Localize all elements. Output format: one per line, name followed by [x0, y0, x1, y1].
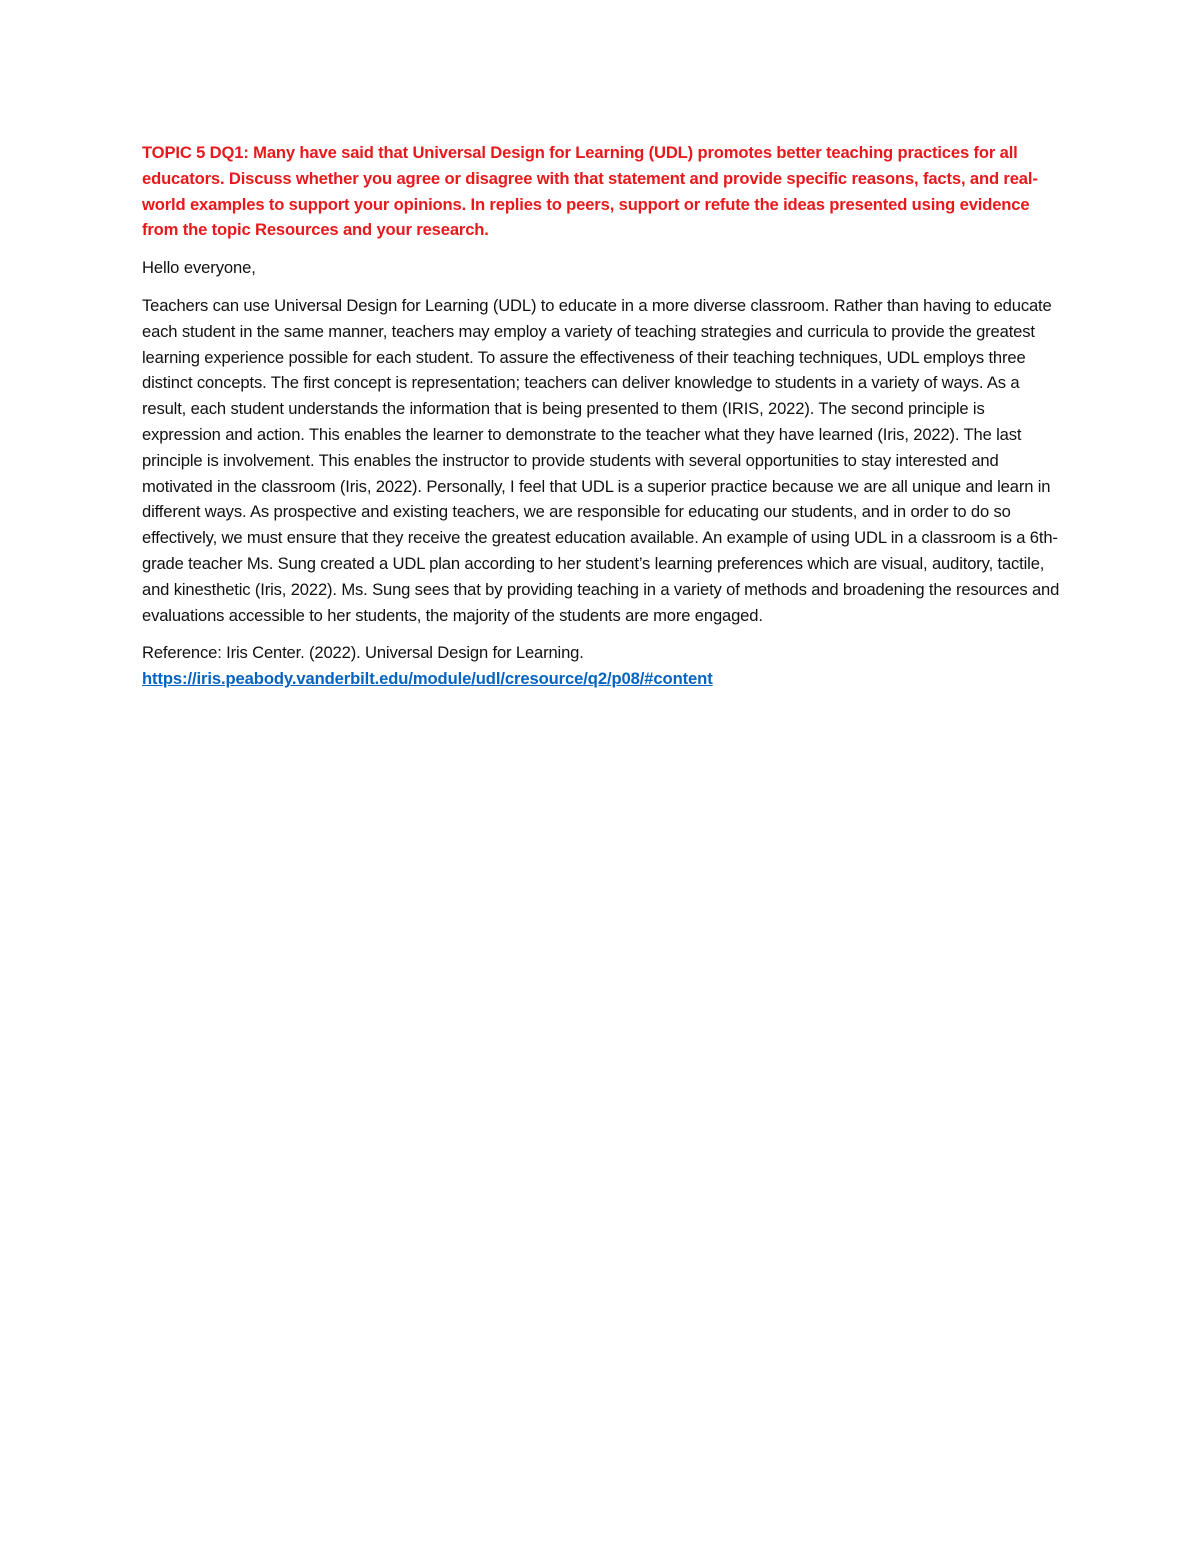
reference	[142, 640, 1060, 692]
reference-link[interactable]: https://iris.peabody.vanderbilt.edu/module/udl/cresource/q2/p08/#content	[142, 669, 713, 689]
document-content	[142, 140, 1060, 692]
discussion-prompt: TOPIC 5 DQ1: Many have said that Universal Design for Learning (UDL) promotes better teaching practices for all educators. Discuss whether you agree or disagree with that statement and provide specific reasons, facts, and real-world examples to support your opinions. In replies to peers, support or refute the ideas presented using evidence from the topic Resources and your research.	[142, 143, 1038, 240]
reference-citation: Reference: Iris Center. (2022). Universal Design for Learning.	[142, 643, 584, 663]
response-body: Teachers can use Universal Design for Learning (UDL) to educate in a more diverse classroom. Rather than having to educate each student in the same manner, teachers may employ a variety of teaching strategies and curricula to provide the greatest learning experience possible for each student. To assure the effectiveness of their teaching techniques, UDL employs three distinct concepts. The first concept is representation; teachers can deliver knowledge to students in a variety of ways. As a result, each student understands the information that is being presented to them (IRIS, 2022). The second principle is expression and action. This enables the learner to demonstrate to the teacher what they have learned (Iris, 2022). The last principle is involvement. This enables the instructor to provide students with several opportunities to stay interested and motivated in the classroom (Iris, 2022). Personally, I feel that UDL is a superior practice because we are all unique and learn in different ways. As prospective and existing teachers, we are responsible for educating our students, and in order to do so effectively, we must ensure that they receive the greatest education available. An example of using UDL in a classroom is a 6th-grade teacher Ms. Sung created a UDL plan according to her student’s learning preferences which are visual, auditory, tactile, and kinesthetic (Iris, 2022). Ms. Sung sees that by providing teaching in a variety of methods and broadening the resources and evaluations accessible to her students, the majority of the students are more engaged.	[142, 295, 1060, 625]
greeting: Hello everyone,	[142, 258, 256, 278]
